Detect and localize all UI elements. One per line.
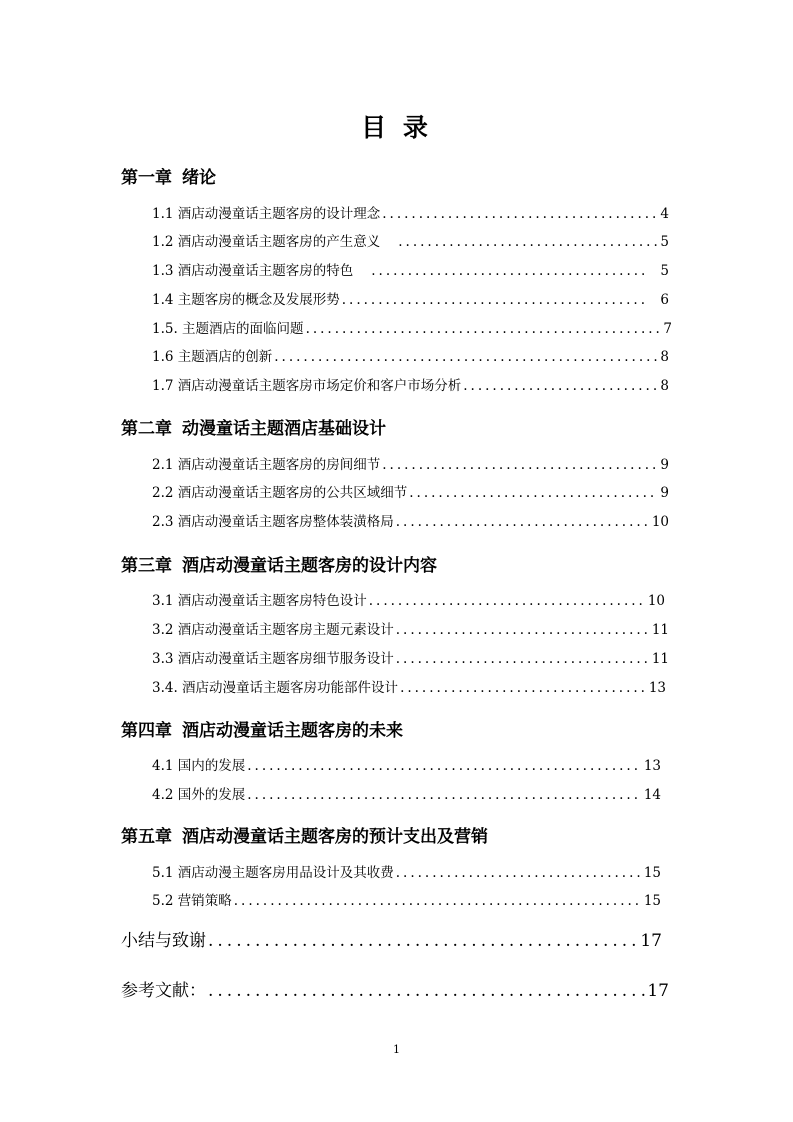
entry-page: 8 [660,378,669,394]
chapter-heading [121,163,216,188]
chapter-title: 动漫童话主题酒店基础设计 [182,419,386,439]
toc-entry[interactable] [152,786,661,804]
entry-page: 11 [651,622,669,638]
entry-label: 1.4 主题客房的概念及发展形势 [152,292,340,308]
toc-entry[interactable] [152,320,672,338]
entry-label: 3.1 酒店动漫童话主题客房特色设计 [152,593,367,609]
toc-entry[interactable] [152,892,661,910]
dot-leader [396,864,642,882]
entry-label: 1.7 酒店动漫童话主题客房市场定价和客户市场分析 [152,378,462,394]
chapter-heading [121,414,386,439]
page-number: 1 [393,1043,400,1056]
entry-label: 小结与致谢 [121,931,206,951]
entry-label: 1.3 酒店动漫童话主题客房的特色 [152,263,354,279]
entry-label: 参考文献： [121,981,206,1001]
toc-entry[interactable] [152,456,669,474]
entry-page: 8 [660,349,669,365]
entry-label: 5.2 营销策略 [152,893,232,909]
toc-entry-acknowledgement[interactable] [121,930,662,952]
toc-entry[interactable] [152,621,669,639]
entry-page: 10 [651,514,669,530]
dot-leader [247,786,642,804]
entry-label: 5.1 酒店动漫主题客房用品设计及其收费 [152,865,394,881]
toc-entry[interactable] [152,513,669,531]
chapter-title: 绪论 [182,168,216,188]
toc-entry[interactable] [152,377,669,395]
entry-page: 5 [660,263,669,279]
entry-page: 10 [647,593,665,609]
entry-label: 2.1 酒店动漫童话主题客房的房间细节 [152,457,381,473]
entry-page: 17 [640,931,662,951]
chapter-heading [121,716,403,741]
toc-entry[interactable] [152,864,661,882]
entry-label: 3.2 酒店动漫童话主题客房主题元素设计 [152,622,394,638]
chapter-number: 第五章 [121,827,172,847]
entry-label: 3.3 酒店动漫童话主题客房细节服务设计 [152,651,394,667]
dot-leader [342,291,647,309]
chapter-number: 第二章 [121,419,172,439]
entry-label: 2.2 酒店动漫童话主题客房的公共区域细节 [152,485,408,501]
entry-page: 13 [643,758,661,774]
toc-entry[interactable] [152,650,669,668]
toc-entry[interactable] [152,291,669,309]
dot-leader [396,650,650,668]
dot-leader [371,262,646,280]
entry-label: 1.2 酒店动漫童话主题客房的产生意义 [152,234,381,250]
entry-label: 2.3 酒店动漫童话主题客房整体装潢格局 [152,514,394,530]
toc-entry[interactable] [152,348,669,366]
entry-page: 5 [660,234,669,250]
dot-leader [398,233,658,251]
dot-leader [400,679,647,697]
toc-entry[interactable] [152,262,669,280]
toc-entry[interactable] [152,757,661,775]
chapter-number: 第四章 [121,721,172,741]
dot-leader [274,348,658,366]
dot-leader [234,892,642,910]
toc-title: 目 录 [361,113,432,142]
dot-leader [396,513,650,531]
dot-leader [369,592,646,610]
dot-leader [409,484,658,502]
toc-entry[interactable] [152,679,666,697]
dot-leader [208,980,645,1002]
dot-leader [382,456,658,474]
toc-entry[interactable] [152,205,669,223]
dot-leader [306,320,662,338]
chapter-title: 酒店动漫童话主题客房的预计支出及营销 [182,827,488,847]
toc-entry-references[interactable] [121,980,669,1002]
entry-page: 11 [651,651,669,667]
entry-page: 14 [643,787,661,803]
entry-page: 7 [663,321,672,337]
entry-label: 4.2 国外的发展 [152,787,246,803]
dot-leader [396,621,650,639]
toc-entry[interactable] [152,233,669,251]
entry-page: 15 [643,865,661,881]
entry-label: 1.5. 主题酒店的面临问题 [152,321,304,337]
entry-page: 9 [660,485,669,501]
entry-label: 3.4. 酒店动漫童话主题客房功能部件设计 [152,680,399,696]
chapter-heading [121,822,488,847]
entry-page: 4 [660,206,669,222]
entry-page: 13 [648,680,666,696]
chapter-number: 第一章 [121,168,172,188]
toc-entry[interactable] [152,484,669,502]
entry-page: 9 [660,457,669,473]
entry-page: 15 [643,893,661,909]
entry-label: 1.6 主题酒店的创新 [152,349,273,365]
dot-leader [382,205,658,223]
entry-label: 1.1 酒店动漫童话主题客房的设计理念 [152,206,381,222]
chapter-title: 酒店动漫童话主题客房的设计内容 [182,556,437,576]
dot-leader [247,757,642,775]
chapter-number: 第三章 [121,556,172,576]
dot-leader [208,930,638,952]
dot-leader [463,377,658,395]
entry-label: 4.1 国内的发展 [152,758,246,774]
entry-page: 6 [660,292,669,308]
toc-entry[interactable] [152,592,665,610]
chapter-title: 酒店动漫童话主题客房的未来 [182,721,403,741]
chapter-heading [121,551,437,576]
entry-page: 17 [647,981,669,1001]
